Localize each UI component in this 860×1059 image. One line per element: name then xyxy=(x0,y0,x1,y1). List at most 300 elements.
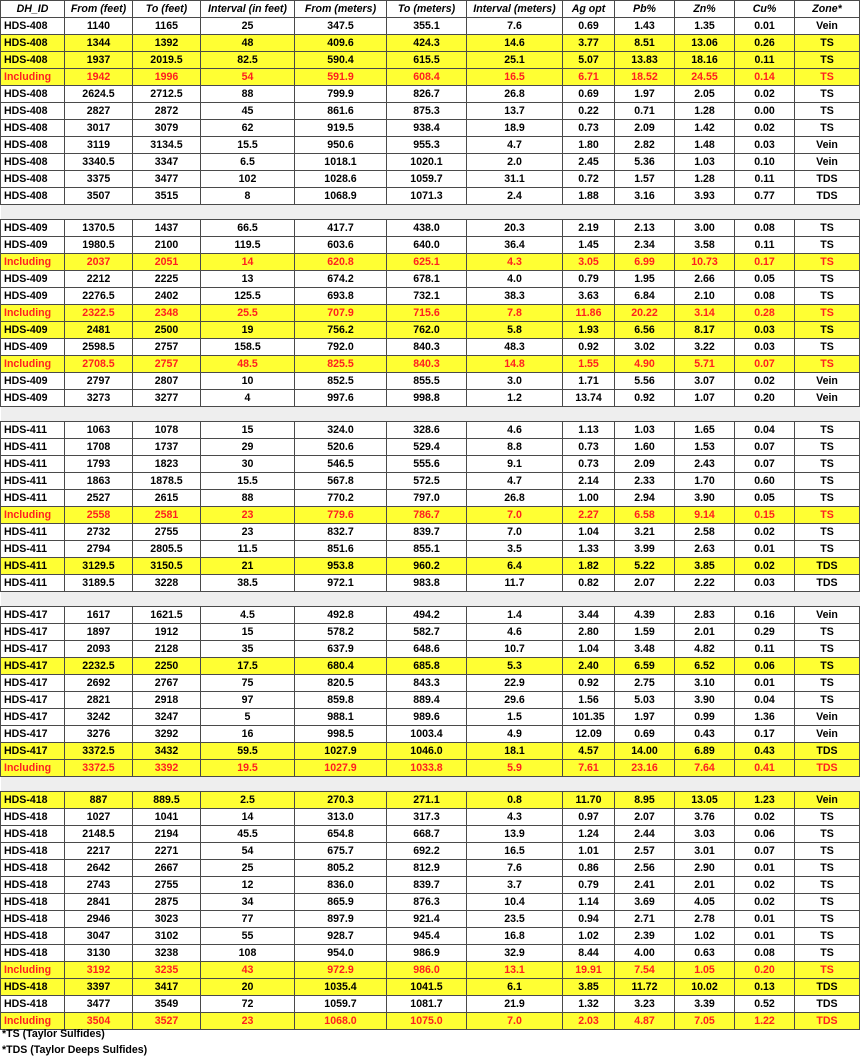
table-cell: 5.07 xyxy=(563,52,615,69)
table-cell: 3017 xyxy=(65,120,133,137)
table-cell: 22.9 xyxy=(467,675,563,692)
table-cell: 3.0 xyxy=(467,373,563,390)
table-cell: TS xyxy=(795,356,860,373)
table-cell: 1033.8 xyxy=(387,760,467,777)
table-cell: 32.9 xyxy=(467,945,563,962)
table-cell: 799.9 xyxy=(295,86,387,103)
table-cell: 2212 xyxy=(65,271,133,288)
table-cell: 2500 xyxy=(133,322,201,339)
table-cell: 1.28 xyxy=(675,171,735,188)
table-cell: 317.3 xyxy=(387,809,467,826)
table-cell: 0.94 xyxy=(563,911,615,928)
table-cell: 715.6 xyxy=(387,305,467,322)
table-cell: 2.07 xyxy=(615,575,675,592)
table-cell: 938.4 xyxy=(387,120,467,137)
table-cell: 3228 xyxy=(133,575,201,592)
table-cell: 14 xyxy=(201,254,295,271)
table-row xyxy=(1,305,860,322)
table-cell: HDS-408 xyxy=(1,86,65,103)
table-cell: 1.22 xyxy=(735,1013,795,1030)
table-cell: 7.0 xyxy=(467,1013,563,1030)
table-cell: 1.04 xyxy=(563,641,615,658)
table-cell: 826.7 xyxy=(387,86,467,103)
table-cell: 7.61 xyxy=(563,760,615,777)
table-row xyxy=(1,996,860,1013)
table-cell: HDS-409 xyxy=(1,271,65,288)
table-cell: TDS xyxy=(795,188,860,205)
table-cell: 3292 xyxy=(133,726,201,743)
table-cell: 2527 xyxy=(65,490,133,507)
table-cell: 1.03 xyxy=(675,154,735,171)
table-cell: 82.5 xyxy=(201,52,295,69)
table-cell: 3276 xyxy=(65,726,133,743)
col-from-meters: From (meters) xyxy=(295,1,387,18)
table-cell: 1063 xyxy=(65,422,133,439)
table-cell: 2217 xyxy=(65,843,133,860)
table-row xyxy=(1,288,860,305)
table-cell: 0.82 xyxy=(563,575,615,592)
table-cell: HDS-417 xyxy=(1,607,65,624)
table-cell: 324.0 xyxy=(295,422,387,439)
table-cell: 3.44 xyxy=(563,607,615,624)
table-cell: 989.6 xyxy=(387,709,467,726)
table-cell: 4.39 xyxy=(615,607,675,624)
table-cell: 0.73 xyxy=(563,120,615,137)
table-cell: Including xyxy=(1,507,65,524)
table-cell: TS xyxy=(795,658,860,675)
table-cell: HDS-418 xyxy=(1,826,65,843)
table-cell: 674.2 xyxy=(295,271,387,288)
table-cell: 1.35 xyxy=(675,18,735,35)
col-interval-meters: Interval (meters) xyxy=(467,1,563,18)
table-cell: HDS-411 xyxy=(1,575,65,592)
table-cell: 1165 xyxy=(133,18,201,35)
table-cell: TS xyxy=(795,843,860,860)
table-cell: 4.00 xyxy=(615,945,675,962)
table-cell: 3235 xyxy=(133,962,201,979)
table-cell: 424.3 xyxy=(387,35,467,52)
table-cell: 1.88 xyxy=(563,188,615,205)
table-cell: HDS-418 xyxy=(1,945,65,962)
table-cell: 3.00 xyxy=(675,220,735,237)
table-cell: 648.6 xyxy=(387,641,467,658)
table-cell: 2667 xyxy=(133,860,201,877)
table-cell: 0.02 xyxy=(735,558,795,575)
table-cell: TS xyxy=(795,624,860,641)
table-cell: 6.59 xyxy=(615,658,675,675)
table-cell: 17.5 xyxy=(201,658,295,675)
table-cell: 608.4 xyxy=(387,69,467,86)
table-cell: TS xyxy=(795,911,860,928)
table-cell: 2402 xyxy=(133,288,201,305)
table-cell: 1140 xyxy=(65,18,133,35)
table-cell: 1.42 xyxy=(675,120,735,137)
table-cell: 5.22 xyxy=(615,558,675,575)
table-cell: 1027 xyxy=(65,809,133,826)
table-cell: TS xyxy=(795,254,860,271)
table-cell: TS xyxy=(795,339,860,356)
table-cell: HDS-418 xyxy=(1,928,65,945)
table-cell: 2598.5 xyxy=(65,339,133,356)
table-cell: 1041.5 xyxy=(387,979,467,996)
table-cell: 3238 xyxy=(133,945,201,962)
table-cell: 2841 xyxy=(65,894,133,911)
table-cell: TS xyxy=(795,456,860,473)
table-cell: TS xyxy=(795,945,860,962)
table-cell: 529.4 xyxy=(387,439,467,456)
table-cell: 2.0 xyxy=(467,154,563,171)
table-cell: 0.07 xyxy=(735,843,795,860)
table-cell: 10 xyxy=(201,373,295,390)
table-cell: 8.44 xyxy=(563,945,615,962)
table-cell: 0.07 xyxy=(735,456,795,473)
table-cell: 10.7 xyxy=(467,641,563,658)
table-cell: 1.82 xyxy=(563,558,615,575)
table-cell: 986.0 xyxy=(387,962,467,979)
table-cell: 555.6 xyxy=(387,456,467,473)
table-cell: TDS xyxy=(795,558,860,575)
group-separator xyxy=(1,205,860,220)
table-cell: HDS-411 xyxy=(1,558,65,575)
table-cell: HDS-409 xyxy=(1,373,65,390)
table-cell: 4.82 xyxy=(675,641,735,658)
table-row xyxy=(1,843,860,860)
table-cell: 839.7 xyxy=(387,524,467,541)
table-cell: 1.5 xyxy=(467,709,563,726)
table-cell: 0.13 xyxy=(735,979,795,996)
table-cell: 953.8 xyxy=(295,558,387,575)
table-cell: 45 xyxy=(201,103,295,120)
table-cell: 3549 xyxy=(133,996,201,1013)
table-cell: TS xyxy=(795,541,860,558)
table-cell: 1075.0 xyxy=(387,1013,467,1030)
table-cell: 438.0 xyxy=(387,220,467,237)
table-cell: 3.69 xyxy=(615,894,675,911)
table-cell: 31.1 xyxy=(467,171,563,188)
table-cell: TS xyxy=(795,928,860,945)
table-cell: 13.83 xyxy=(615,52,675,69)
table-cell: 1.2 xyxy=(467,390,563,407)
table-cell: 840.3 xyxy=(387,356,467,373)
table-row xyxy=(1,86,860,103)
table-cell: 1.4 xyxy=(467,607,563,624)
table-cell: 997.6 xyxy=(295,390,387,407)
table-cell: TS xyxy=(795,103,860,120)
table-cell: 2.09 xyxy=(615,120,675,137)
table-cell: 1.36 xyxy=(735,709,795,726)
table-cell: 615.5 xyxy=(387,52,467,69)
table-cell: Including xyxy=(1,305,65,322)
table-cell: 6.84 xyxy=(615,288,675,305)
table-cell: 10.02 xyxy=(675,979,735,996)
table-cell: 3392 xyxy=(133,760,201,777)
table-cell: 23 xyxy=(201,524,295,541)
table-cell: 6.4 xyxy=(467,558,563,575)
table-cell: 0.07 xyxy=(735,439,795,456)
table-cell: 1.05 xyxy=(675,962,735,979)
table-cell: Including xyxy=(1,356,65,373)
table-row xyxy=(1,558,860,575)
table-cell: 62 xyxy=(201,120,295,137)
table-cell: 18.9 xyxy=(467,120,563,137)
table-cell: TS xyxy=(795,237,860,254)
table-cell: 2581 xyxy=(133,507,201,524)
table-cell: 2.40 xyxy=(563,658,615,675)
table-cell: 1.65 xyxy=(675,422,735,439)
col-to-meters: To (meters) xyxy=(387,1,467,18)
table-cell: 355.1 xyxy=(387,18,467,35)
table-cell: 5.9 xyxy=(467,760,563,777)
table-cell: 2.43 xyxy=(675,456,735,473)
table-cell: 2.63 xyxy=(675,541,735,558)
table-cell: 0.02 xyxy=(735,894,795,911)
table-cell: 0.77 xyxy=(735,188,795,205)
table-cell: 928.7 xyxy=(295,928,387,945)
table-cell: 0.06 xyxy=(735,826,795,843)
table-cell: 7.0 xyxy=(467,507,563,524)
table-cell: 998.8 xyxy=(387,390,467,407)
table-cell: 1912 xyxy=(133,624,201,641)
table-cell: 29 xyxy=(201,439,295,456)
table-cell: 1617 xyxy=(65,607,133,624)
table-cell: 2100 xyxy=(133,237,201,254)
table-row xyxy=(1,726,860,743)
table-cell: 2.39 xyxy=(615,928,675,945)
table-cell: 24.55 xyxy=(675,69,735,86)
table-cell: 1.45 xyxy=(563,237,615,254)
separator-cell xyxy=(1,407,860,422)
table-cell: 5.8 xyxy=(467,322,563,339)
table-cell: 2.13 xyxy=(615,220,675,237)
table-cell: 6.5 xyxy=(201,154,295,171)
table-cell: 15.5 xyxy=(201,473,295,490)
table-body xyxy=(1,18,860,1030)
table-cell: 13 xyxy=(201,271,295,288)
table-cell: 1078 xyxy=(133,422,201,439)
table-cell: 15 xyxy=(201,422,295,439)
table-cell: 0.86 xyxy=(563,860,615,877)
table-cell: 0.03 xyxy=(735,137,795,154)
table-cell: 2732 xyxy=(65,524,133,541)
table-cell: 960.2 xyxy=(387,558,467,575)
table-cell: 1.04 xyxy=(563,524,615,541)
table-cell: 12.09 xyxy=(563,726,615,743)
table-cell: 3477 xyxy=(133,171,201,188)
table-cell: Vein xyxy=(795,709,860,726)
table-cell: 945.4 xyxy=(387,928,467,945)
table-cell: 38.3 xyxy=(467,288,563,305)
table-cell: 2.75 xyxy=(615,675,675,692)
table-cell: 8.17 xyxy=(675,322,735,339)
table-cell: 0.79 xyxy=(563,877,615,894)
group-separator xyxy=(1,777,860,792)
table-cell: 6.71 xyxy=(563,69,615,86)
table-cell: 591.9 xyxy=(295,69,387,86)
table-cell: 0.73 xyxy=(563,439,615,456)
table-cell: 1046.0 xyxy=(387,743,467,760)
col-zone: Zone* xyxy=(795,1,860,18)
table-cell: TS xyxy=(795,322,860,339)
table-cell: TS xyxy=(795,271,860,288)
table-cell: 2.05 xyxy=(675,86,735,103)
table-cell: 4.6 xyxy=(467,422,563,439)
table-cell: 1018.1 xyxy=(295,154,387,171)
table-cell: 797.0 xyxy=(387,490,467,507)
table-cell: 0.71 xyxy=(615,103,675,120)
table-cell: 0.29 xyxy=(735,624,795,641)
table-cell: 5.03 xyxy=(615,692,675,709)
table-cell: 16.8 xyxy=(467,928,563,945)
table-cell: 13.74 xyxy=(563,390,615,407)
table-cell: 0.26 xyxy=(735,35,795,52)
table-cell: 4.57 xyxy=(563,743,615,760)
table-row xyxy=(1,456,860,473)
table-cell: Vein xyxy=(795,390,860,407)
table-cell: 494.2 xyxy=(387,607,467,624)
table-cell: 158.5 xyxy=(201,339,295,356)
table-cell: 3.07 xyxy=(675,373,735,390)
table-cell: 5 xyxy=(201,709,295,726)
table-cell: 770.2 xyxy=(295,490,387,507)
table-cell: 6.89 xyxy=(675,743,735,760)
table-cell: 3189.5 xyxy=(65,575,133,592)
table-cell: 1035.4 xyxy=(295,979,387,996)
table-cell: 270.3 xyxy=(295,792,387,809)
table-cell: 0.03 xyxy=(735,339,795,356)
table-cell: 88 xyxy=(201,490,295,507)
table-cell: 836.0 xyxy=(295,877,387,894)
table-cell: 4.0 xyxy=(467,271,563,288)
footnotes xyxy=(2,1026,147,1058)
table-cell: 3.63 xyxy=(563,288,615,305)
table-cell: 0.05 xyxy=(735,271,795,288)
table-cell: 12 xyxy=(201,877,295,894)
table-cell: HDS-411 xyxy=(1,456,65,473)
table-cell: 950.6 xyxy=(295,137,387,154)
table-row xyxy=(1,809,860,826)
table-row xyxy=(1,171,860,188)
table-cell: 0.15 xyxy=(735,507,795,524)
table-cell: 0.04 xyxy=(735,422,795,439)
table-cell: TS xyxy=(795,826,860,843)
table-cell: 1878.5 xyxy=(133,473,201,490)
table-cell: 2757 xyxy=(133,356,201,373)
table-row xyxy=(1,760,860,777)
table-row xyxy=(1,928,860,945)
table-cell: 55 xyxy=(201,928,295,945)
table-cell: 6.58 xyxy=(615,507,675,524)
table-cell: 19 xyxy=(201,322,295,339)
table-cell: TS xyxy=(795,86,860,103)
table-cell: HDS-408 xyxy=(1,154,65,171)
table-cell: Vein xyxy=(795,607,860,624)
table-cell: HDS-418 xyxy=(1,843,65,860)
table-cell: HDS-409 xyxy=(1,288,65,305)
table-cell: 45.5 xyxy=(201,826,295,843)
table-cell: 792.0 xyxy=(295,339,387,356)
table-cell: 97 xyxy=(201,692,295,709)
table-cell: 0.72 xyxy=(563,171,615,188)
table-cell: 2.58 xyxy=(675,524,735,541)
table-cell: 546.5 xyxy=(295,456,387,473)
table-cell: 3.22 xyxy=(675,339,735,356)
table-cell: 29.6 xyxy=(467,692,563,709)
table-cell: Including xyxy=(1,254,65,271)
table-row xyxy=(1,69,860,86)
table-row xyxy=(1,188,860,205)
table-cell: HDS-418 xyxy=(1,894,65,911)
table-cell: 3134.5 xyxy=(133,137,201,154)
table-row xyxy=(1,322,860,339)
table-cell: 108 xyxy=(201,945,295,962)
table-cell: 1.55 xyxy=(563,356,615,373)
table-cell: 820.5 xyxy=(295,675,387,692)
table-cell: 6.99 xyxy=(615,254,675,271)
table-cell: 3432 xyxy=(133,743,201,760)
table-cell: 3130 xyxy=(65,945,133,962)
table-cell: HDS-418 xyxy=(1,809,65,826)
table-cell: 3477 xyxy=(65,996,133,1013)
table-cell: 11.86 xyxy=(563,305,615,322)
table-cell: 1823 xyxy=(133,456,201,473)
table-cell: 43 xyxy=(201,962,295,979)
table-cell: 972.9 xyxy=(295,962,387,979)
table-cell: 3.21 xyxy=(615,524,675,541)
table-cell: 77 xyxy=(201,911,295,928)
table-cell: TDS xyxy=(795,743,860,760)
table-cell: 3.76 xyxy=(675,809,735,826)
table-cell: 1863 xyxy=(65,473,133,490)
table-cell: 1.57 xyxy=(615,171,675,188)
table-cell: 0.28 xyxy=(735,305,795,322)
table-cell: 2767 xyxy=(133,675,201,692)
table-cell: HDS-418 xyxy=(1,979,65,996)
table-cell: 1.70 xyxy=(675,473,735,490)
table-cell: 1059.7 xyxy=(295,996,387,1013)
table-row xyxy=(1,52,860,69)
table-cell: 986.9 xyxy=(387,945,467,962)
table-cell: 972.1 xyxy=(295,575,387,592)
table-cell: 3375 xyxy=(65,171,133,188)
table-cell: 101.35 xyxy=(563,709,615,726)
table-cell: 13.9 xyxy=(467,826,563,843)
table-cell: 0.02 xyxy=(735,809,795,826)
table-cell: 2.09 xyxy=(615,456,675,473)
table-cell: 0.22 xyxy=(563,103,615,120)
table-cell: 5.71 xyxy=(675,356,735,373)
table-cell: 0.06 xyxy=(735,658,795,675)
table-cell: 4.6 xyxy=(467,624,563,641)
table-cell: 0.07 xyxy=(735,356,795,373)
table-cell: 4.7 xyxy=(467,473,563,490)
table-cell: 2.82 xyxy=(615,137,675,154)
table-cell: 8 xyxy=(201,188,295,205)
table-cell: 2232.5 xyxy=(65,658,133,675)
table-cell: TS xyxy=(795,35,860,52)
table-cell: TDS xyxy=(795,575,860,592)
table-cell: Vein xyxy=(795,137,860,154)
table-cell: 3507 xyxy=(65,188,133,205)
table-cell: 859.8 xyxy=(295,692,387,709)
table-cell: 2093 xyxy=(65,641,133,658)
table-cell: 852.5 xyxy=(295,373,387,390)
table-cell: 6.52 xyxy=(675,658,735,675)
table-cell: 4.3 xyxy=(467,254,563,271)
table-cell: Vein xyxy=(795,792,860,809)
table-cell: 2037 xyxy=(65,254,133,271)
table-cell: 7.54 xyxy=(615,962,675,979)
table-cell: 25.5 xyxy=(201,305,295,322)
